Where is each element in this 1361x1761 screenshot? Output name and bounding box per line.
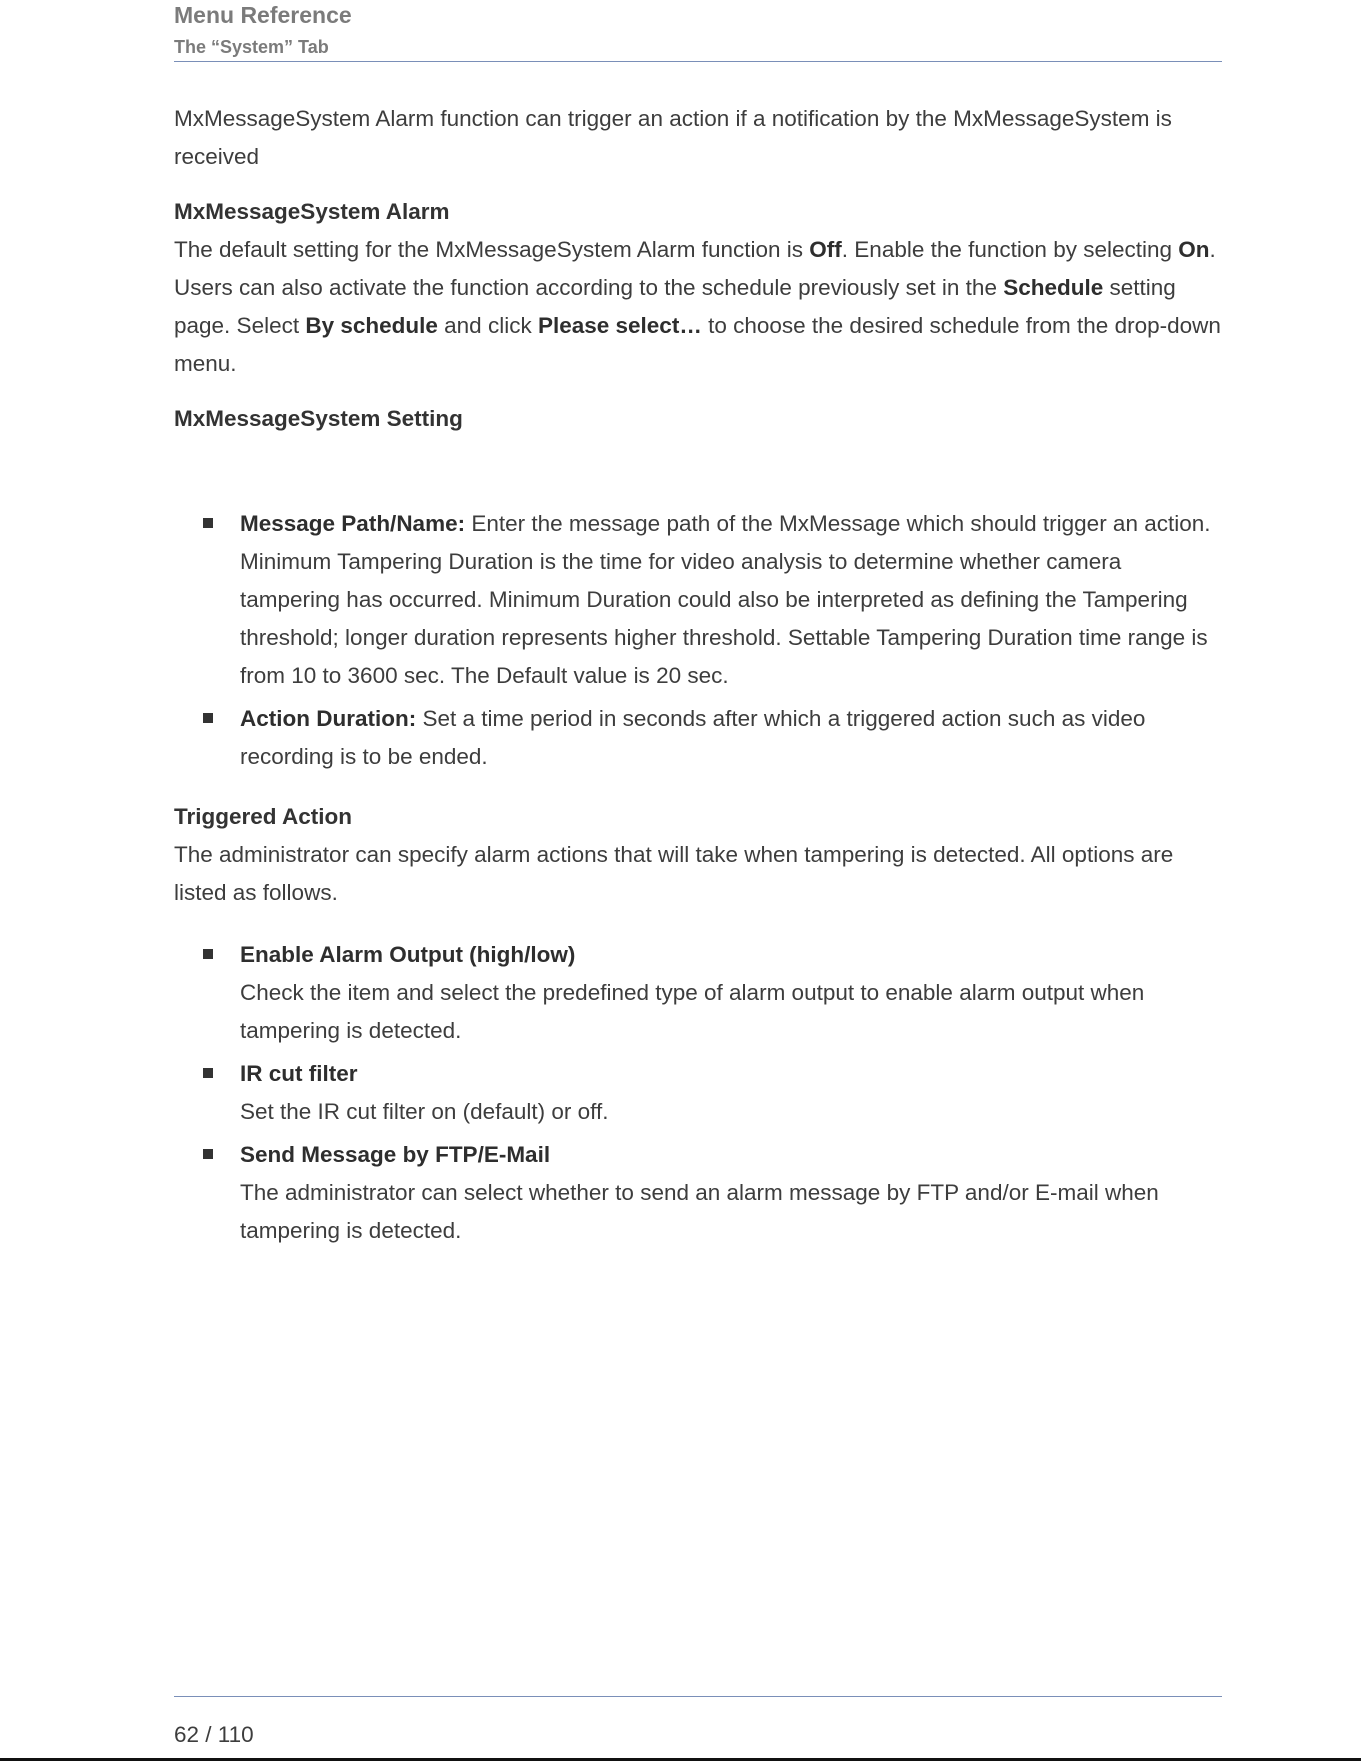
triggered-item-text: Set the IR cut filter on (default) or off. bbox=[240, 1099, 609, 1124]
alarm-bold-off: Off bbox=[809, 237, 842, 262]
intro-paragraph: MxMessageSystem Alarm function can trigger an action if a notification by the MxMessageSystem is received bbox=[174, 106, 1172, 169]
running-header bbox=[174, 0, 1222, 62]
bullet-square-icon bbox=[203, 518, 213, 528]
document-page bbox=[174, 0, 1222, 1761]
alarm-text-6: to choose the desired schedule from the drop-down menu. bbox=[174, 313, 1221, 376]
triggered-item-label: Send Message by FTP/E-Mail bbox=[240, 1142, 551, 1167]
alarm-heading: MxMessageSystem Alarm bbox=[174, 199, 450, 224]
alarm-text-5: and click bbox=[437, 313, 538, 338]
triggered-paragraph: The administrator can specify alarm actions that will take when tampering is detected. All options are listed as follows. bbox=[174, 842, 1174, 905]
list-item bbox=[240, 1136, 1222, 1250]
setting-item-label: Message Path/Name: bbox=[240, 511, 466, 536]
bullet-square-icon bbox=[203, 713, 213, 723]
page-content bbox=[174, 100, 1222, 1255]
bullet-square-icon bbox=[203, 1149, 213, 1159]
triggered-item-label: Enable Alarm Output (high/low) bbox=[240, 942, 576, 967]
alarm-text-3: . Users can also activate the function according to the schedule previously set in the bbox=[174, 237, 1216, 300]
list-item bbox=[240, 936, 1222, 1050]
setting-list bbox=[174, 505, 1222, 776]
list-item bbox=[240, 1055, 1222, 1131]
alarm-paragraph bbox=[174, 231, 1222, 383]
triggered-item-text: The administrator can select whether to send an alarm message by FTP and/or E-mail when tampering is detected. bbox=[240, 1180, 1159, 1243]
alarm-text-4: setting page. Select bbox=[174, 275, 1176, 338]
alarm-bold-by-schedule: By schedule bbox=[305, 313, 438, 338]
header-section-title: Menu Reference bbox=[174, 2, 352, 28]
bullet-square-icon bbox=[203, 949, 213, 959]
alarm-text-2: . Enable the function by selecting bbox=[841, 237, 1179, 262]
bullet-square-icon bbox=[203, 1068, 213, 1078]
alarm-bold-schedule: Schedule bbox=[1003, 275, 1104, 300]
triggered-item-label: IR cut filter bbox=[240, 1061, 358, 1086]
alarm-bold-please-select: Please select… bbox=[537, 313, 702, 338]
alarm-bold-on: On bbox=[1178, 237, 1210, 262]
footer-divider bbox=[174, 1696, 1222, 1697]
setting-item-label: Action Duration: bbox=[240, 706, 417, 731]
triggered-heading: Triggered Action bbox=[174, 804, 352, 829]
triggered-list bbox=[174, 936, 1222, 1250]
page-number: 62 / 110 bbox=[174, 1722, 254, 1747]
alarm-text-1: The default setting for the MxMessageSystem Alarm function is bbox=[174, 237, 810, 262]
header-subsection-title: The “System” Tab bbox=[174, 37, 329, 57]
setting-heading: MxMessageSystem Setting bbox=[174, 406, 463, 431]
list-item bbox=[240, 505, 1222, 695]
triggered-item-text: Check the item and select the predefined type of alarm output to enable alarm output when tampering is detected. bbox=[240, 980, 1145, 1043]
setting-item-text: Set a time period in seconds after which a triggered action such as video recording is to be ended. bbox=[240, 706, 1146, 769]
setting-item-text: Enter the message path of the MxMessage which should trigger an action. Minimum Tampering Duration is the time for video analysis to determine whether camera tampering has occurred. Minimum Duration could also be interpreted as defining the Tampering threshold; longer duration represents higher threshold. Settable Tampering Duration time range is from 10 to 3600 sec. The Default value is 20 sec. bbox=[240, 511, 1211, 688]
list-item bbox=[240, 700, 1222, 776]
